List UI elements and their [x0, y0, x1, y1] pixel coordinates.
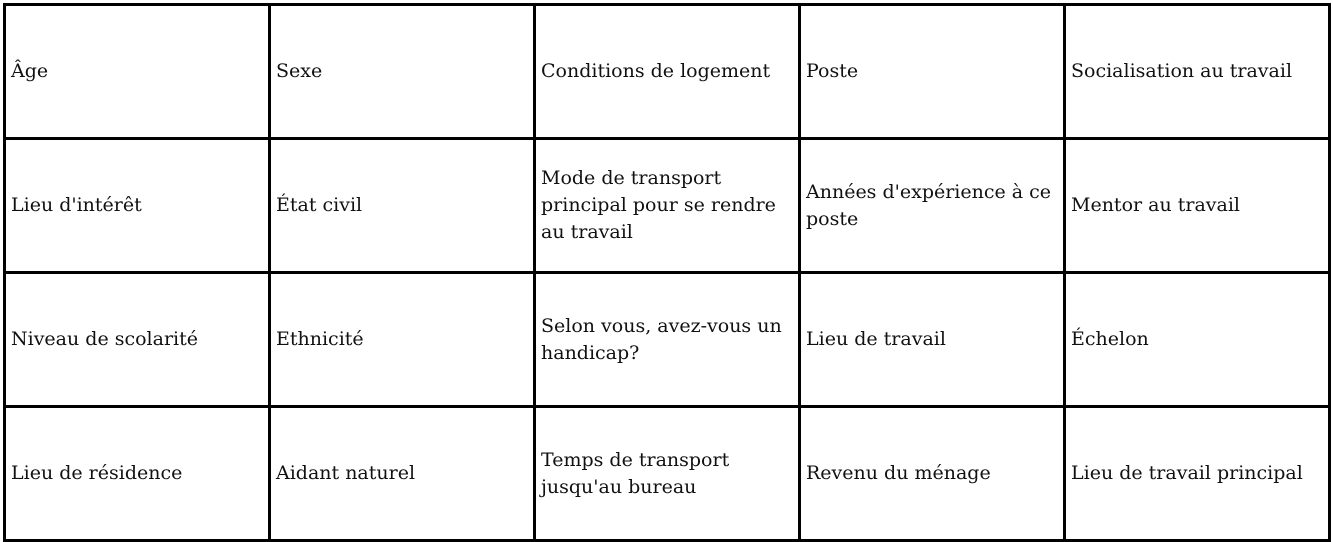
- table-row: [5, 407, 1330, 541]
- table-cell: Lieu de travail principal: [1065, 407, 1330, 541]
- table-cell: Lieu de travail: [800, 273, 1065, 407]
- table-cell: Lieu d'intérêt: [5, 139, 270, 273]
- table-cell: Échelon: [1065, 273, 1330, 407]
- table-cell: Aidant naturel: [270, 407, 535, 541]
- table-cell: Âge: [5, 5, 270, 139]
- table-cell: Mode de transport principal pour se rendre au travail: [535, 139, 800, 273]
- table-cell: Poste: [800, 5, 1065, 139]
- table-row: [5, 5, 1330, 139]
- table-cell: Sexe: [270, 5, 535, 139]
- table-cell: Ethnicité: [270, 273, 535, 407]
- table-cell: Conditions de logement: [535, 5, 800, 139]
- table-cell: Temps de transport jusqu'au bureau: [535, 407, 800, 541]
- table-cell: Socialisation au travail: [1065, 5, 1330, 139]
- table-row: [5, 139, 1330, 273]
- variables-table: [3, 3, 1331, 542]
- table-cell: Lieu de résidence: [5, 407, 270, 541]
- table-cell: Mentor au travail: [1065, 139, 1330, 273]
- table-cell: Niveau de scolarité: [5, 273, 270, 407]
- table-cell: Revenu du ménage: [800, 407, 1065, 541]
- table-cell: Selon vous, avez-vous un handicap?: [535, 273, 800, 407]
- table-row: [5, 273, 1330, 407]
- table-cell: État civil: [270, 139, 535, 273]
- table-cell: Années d'expérience à ce poste: [800, 139, 1065, 273]
